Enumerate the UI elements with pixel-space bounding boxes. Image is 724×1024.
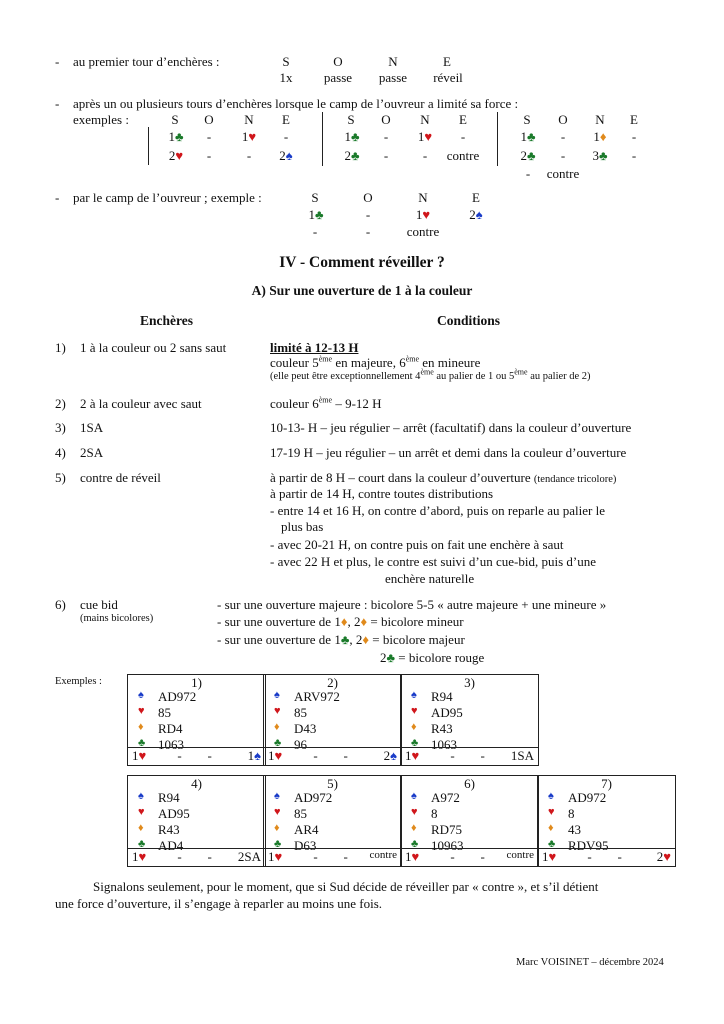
- subsection-title: A) Sur une ouverture de 1 à la couleur: [251, 283, 473, 298]
- bid-cell: 2♠: [279, 148, 293, 163]
- bid-cell: 1♣: [308, 207, 324, 222]
- rule-bid: cue bid: [80, 597, 118, 612]
- suit-icon: ♠: [138, 790, 144, 802]
- closing-line-2: une force d’ouverture, il s’engage à reparler au moins une fois.: [55, 896, 383, 911]
- bid-cell: 2♥: [656, 849, 671, 864]
- rule-cond: - sur une ouverture de 1♦, 2♦ = bicolore mineur: [217, 614, 464, 629]
- suit-icon: ♣: [274, 838, 282, 850]
- suit-icon: ♥: [411, 806, 418, 818]
- suit-icon: ♣: [274, 737, 282, 749]
- bid-cell: -: [207, 748, 212, 763]
- rule-cond: - sur une ouverture de 1♣, 2♦ = bicolore majeur: [217, 632, 465, 647]
- bid-cell: -: [365, 224, 371, 239]
- bid-cell: -: [283, 129, 289, 144]
- suit-icon: ♠: [274, 689, 280, 701]
- bullet-dash: -: [55, 96, 60, 111]
- hand-holding: AD972: [568, 790, 607, 805]
- hand-holding: R43: [158, 822, 180, 837]
- hand-holding: 1063: [158, 737, 184, 752]
- hdr-n: N: [595, 112, 605, 127]
- rule-bid: 1 à la couleur ou 2 sans saut: [80, 340, 227, 355]
- rule-bid: 1SA: [80, 420, 104, 435]
- hdr-e: E: [459, 112, 467, 127]
- hand-holding: D43: [294, 721, 317, 736]
- hdr-o: O: [363, 190, 373, 205]
- bid-cell: 1♠: [247, 748, 261, 763]
- hand-holding: AD95: [431, 705, 463, 720]
- rule-num: 3): [55, 420, 66, 435]
- hand-holding: 85: [294, 705, 307, 720]
- example-hand-box: [127, 775, 266, 867]
- hand-holding: ARV972: [294, 689, 340, 704]
- bid-cell: 1♥: [268, 849, 283, 864]
- hand-holding: 43: [568, 822, 581, 837]
- bid-cell: -: [631, 148, 637, 163]
- rule-bid: 2SA: [80, 445, 104, 460]
- rule-cond: couleur 5ème en majeure, 6ème en mineure: [270, 354, 481, 370]
- suit-icon: ♥: [548, 806, 555, 818]
- suit-icon: ♦: [274, 822, 280, 834]
- bid-cell: -: [383, 148, 389, 163]
- hand-holding: 96: [294, 737, 307, 752]
- hand-holding: R94: [158, 790, 180, 805]
- bid-cell: 1♥: [132, 849, 147, 864]
- suit-icon: ♠: [274, 790, 280, 802]
- example-number: 6): [464, 776, 475, 791]
- bid-cell: -: [560, 129, 566, 144]
- bid-cell: 2♠: [469, 207, 483, 222]
- suit-icon: ♦: [274, 721, 280, 733]
- hdr-o: O: [333, 54, 343, 69]
- hand-holding: AR4: [294, 822, 319, 837]
- bid-cell: 1♥: [132, 748, 147, 763]
- hdr-e: E: [282, 112, 290, 127]
- hand-holding: R43: [431, 721, 453, 736]
- bid-cell: 2♠: [383, 748, 397, 763]
- rule-bid: 2 à la couleur avec saut: [80, 396, 202, 411]
- bid-cell: 1♥: [405, 849, 420, 864]
- suit-icon: ♠: [138, 689, 144, 701]
- exemples-label: exemples :: [73, 112, 129, 127]
- example-number: 4): [191, 776, 202, 791]
- hdr-s: S: [171, 112, 179, 127]
- suit-icon: ♦: [411, 721, 417, 733]
- hdr-s: S: [282, 54, 290, 69]
- example-number: 7): [601, 776, 612, 791]
- bid-cell: -: [480, 748, 485, 763]
- suit-icon: ♥: [138, 705, 145, 717]
- rule-cond: à partir de 8 H – court dans la couleur d’ouverture (tendance tricolore): [270, 470, 617, 485]
- bid-cell: -: [343, 849, 348, 864]
- suit-icon: ♠: [548, 790, 554, 802]
- example-hand-box: [537, 775, 676, 867]
- bid-cell: -: [617, 849, 622, 864]
- bid-cell: 3♣: [592, 148, 608, 163]
- bid-cell: -: [450, 849, 455, 864]
- suit-icon: ♦: [411, 822, 417, 834]
- rule-cond: - avec 20-21 H, on contre puis on fait une enchère à saut: [270, 537, 564, 552]
- bid-cell: -: [312, 224, 318, 239]
- rule-cond: 10-13- H – jeu régulier – arrêt (facultatif) dans la couleur d’ouverture: [270, 420, 632, 435]
- intro-line1-label: au premier tour d’enchères :: [73, 54, 220, 69]
- rule-num: 6): [55, 597, 66, 612]
- suit-icon: ♦: [138, 822, 144, 834]
- suit-icon: ♦: [138, 721, 144, 733]
- hdr-n: N: [388, 54, 398, 69]
- hdr-s: S: [311, 190, 319, 205]
- suit-icon: ♦: [548, 822, 554, 834]
- bid-cell: contre: [446, 148, 480, 163]
- rule-cond: enchère naturelle: [385, 571, 475, 586]
- rule-cond-note: (elle peut être exceptionnellement 4ème au palier de 1 ou 5ème au palier de 2): [270, 367, 591, 382]
- bid-cell: -: [313, 849, 318, 864]
- example-hand-box: [127, 674, 266, 766]
- hdr-e: E: [630, 112, 638, 127]
- suit-icon: ♣: [411, 838, 419, 850]
- example-hand-box: [400, 775, 539, 867]
- hand-holding: A972: [431, 790, 460, 805]
- bid-cell: -: [460, 129, 466, 144]
- rule-cond: plus bas: [281, 519, 324, 534]
- footer-author: Marc VOISINET – décembre 2024: [516, 957, 664, 968]
- col-header-encheres: Enchères: [140, 313, 193, 328]
- bid-cell: -: [343, 748, 348, 763]
- rule-cond: - sur une ouverture majeure : bicolore 5-5 « autre majeure + une mineure »: [217, 597, 607, 612]
- hdr-n: N: [244, 112, 254, 127]
- intro-line2-label: après un ou plusieurs tours d’enchères lorsque le camp de l’ouvreur a limité sa force :: [73, 96, 519, 111]
- bid-cell: -: [207, 849, 212, 864]
- bid-cell: 2♣: [344, 148, 360, 163]
- suit-icon: ♠: [411, 689, 417, 701]
- hand-holding: 8: [568, 806, 575, 821]
- hand-holding: RD4: [158, 721, 183, 736]
- bid-cell: 1♣: [520, 129, 536, 144]
- example-number: 2): [327, 675, 338, 690]
- example-hand-box: [400, 674, 539, 766]
- bid-cell: -: [631, 129, 637, 144]
- rule-cond: - entre 14 et 16 H, on contre d’abord, puis on reparle au palier le: [270, 503, 605, 518]
- example-number: 5): [327, 776, 338, 791]
- rule-cond: couleur 6ème – 9-12 H: [270, 395, 382, 411]
- bid-cell: réveil: [433, 70, 463, 85]
- hand-holding: R94: [431, 689, 453, 704]
- rule-bid-note: (mains bicolores): [80, 613, 154, 624]
- bid-cell: -: [383, 129, 389, 144]
- hand-holding: 8: [431, 806, 438, 821]
- hdr-s: S: [347, 112, 355, 127]
- bid-cell: 1♣: [344, 129, 360, 144]
- suit-icon: ♣: [138, 838, 146, 850]
- suit-icon: ♥: [274, 806, 281, 818]
- bid-cell: 2♥: [168, 148, 184, 163]
- suit-icon: ♥: [138, 806, 145, 818]
- suit-icon: ♥: [274, 705, 281, 717]
- rule-cond: 17-19 H – jeu régulier – un arrêt et demi dans la couleur d’ouverture: [270, 445, 627, 460]
- bid-cell: 1♥: [415, 207, 431, 222]
- hand-holding: RD75: [431, 822, 463, 837]
- hand-holding: AD95: [158, 806, 190, 821]
- bullet-dash: -: [55, 54, 60, 69]
- example-hand-box: [263, 775, 402, 867]
- rule-cond: - avec 22 H et plus, le contre est suivi d’un cue-bid, puis d’une: [270, 554, 596, 569]
- intro-line3-label: par le camp de l’ouvreur ; exemple :: [73, 190, 262, 205]
- bullet-dash: -: [55, 190, 60, 205]
- hdr-o: O: [381, 112, 391, 127]
- bid-cell: 1♥: [417, 129, 433, 144]
- hdr-n: N: [418, 190, 428, 205]
- bid-cell: -: [480, 849, 485, 864]
- suit-icon: ♥: [411, 705, 418, 717]
- example-number: 1): [191, 675, 202, 690]
- bid-cell: -: [177, 748, 182, 763]
- hand-holding: AD972: [158, 689, 197, 704]
- grid-divider: [148, 127, 149, 165]
- bid-cell: 1♣: [168, 129, 184, 144]
- hand-holding: 85: [294, 806, 307, 821]
- bid-cell: -: [365, 207, 371, 222]
- bid-cell: -: [450, 748, 455, 763]
- bid-cell: -: [525, 166, 531, 181]
- rule-num: 1): [55, 340, 66, 355]
- hdr-o: O: [558, 112, 568, 127]
- rule-num: 2): [55, 396, 66, 411]
- grid-divider: [322, 112, 323, 166]
- bid-cell: contre: [506, 849, 534, 861]
- section-title: IV - Comment réveiller ?: [279, 254, 445, 271]
- bid-cell: -: [206, 129, 212, 144]
- suit-icon: ♠: [411, 790, 417, 802]
- hand-holding: 10963: [431, 838, 464, 853]
- hdr-o: O: [204, 112, 214, 127]
- bids-divider: [264, 747, 401, 748]
- rule-cond: 2♣ = bicolore rouge: [380, 650, 485, 665]
- rule-num: 4): [55, 445, 66, 460]
- bid-cell: -: [313, 748, 318, 763]
- rule-num: 5): [55, 470, 66, 485]
- hand-holding: 85: [158, 705, 171, 720]
- hand-holding: RDV95: [568, 838, 609, 853]
- bid-cell: -: [177, 849, 182, 864]
- bid-cell: 2♣: [520, 148, 536, 163]
- example-number: 3): [464, 675, 475, 690]
- bids-divider: [538, 848, 675, 849]
- bid-cell: -: [246, 148, 252, 163]
- bid-cell: 1♥: [241, 129, 257, 144]
- bid-cell: passe: [323, 70, 353, 85]
- bid-cell: 1♥: [405, 748, 420, 763]
- examples-label: Exemples :: [55, 676, 102, 687]
- bid-cell: -: [560, 148, 566, 163]
- bids-divider: [128, 747, 265, 748]
- suit-icon: ♣: [138, 737, 146, 749]
- bid-cell: 1x: [279, 70, 293, 85]
- closing-line-1: Signalons seulement, pour le moment, que si Sud décide de réveiller par « contre », et s’il détient: [93, 879, 599, 894]
- bid-cell: 1♥: [542, 849, 557, 864]
- bid-cell: 2SA: [237, 849, 261, 864]
- hand-holding: D63: [294, 838, 317, 853]
- grid-divider: [497, 112, 498, 166]
- bid-cell: -: [587, 849, 592, 864]
- suit-icon: ♣: [411, 737, 419, 749]
- hdr-n: N: [420, 112, 430, 127]
- bid-cell: contre: [406, 224, 440, 239]
- bid-cell: 1♦: [593, 129, 607, 144]
- bid-cell: -: [422, 148, 428, 163]
- bid-cell: contre: [369, 849, 397, 861]
- bid-cell: -: [206, 148, 212, 163]
- hand-holding: AD972: [294, 790, 333, 805]
- hdr-s: S: [523, 112, 531, 127]
- rule-bid: contre de réveil: [80, 470, 161, 485]
- bid-cell: 1SA: [510, 748, 534, 763]
- bid-cell: passe: [378, 70, 408, 85]
- hand-holding: AD4: [158, 838, 184, 853]
- bid-cell: contre: [546, 166, 580, 181]
- col-header-conditions: Conditions: [437, 313, 501, 328]
- rule-cond: à partir de 14 H, contre toutes distributions: [270, 486, 494, 501]
- suit-icon: ♣: [548, 838, 556, 850]
- hdr-e: E: [443, 54, 451, 69]
- bid-cell: 1♥: [268, 748, 283, 763]
- example-hand-box: [263, 674, 402, 766]
- hand-holding: 1063: [431, 737, 457, 752]
- rule-cond-title: limité à 12-13 H: [270, 340, 359, 355]
- hdr-e: E: [472, 190, 480, 205]
